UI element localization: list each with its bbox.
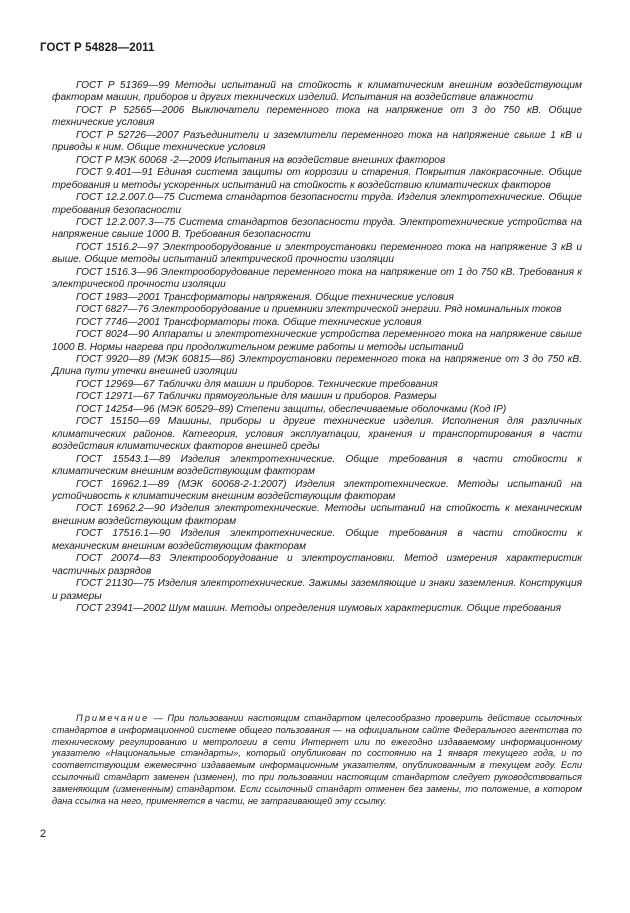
reference-item: ГОСТ Р 51369—99 Методы испытаний на стойкость к климатическим внешним воздействующим факторам машин, приборов и других технических изделий. Испытания на воздействие влажности [52, 80, 582, 104]
note-label: Примечание [76, 713, 150, 723]
note-paragraph [52, 713, 582, 807]
reference-item: ГОСТ 12969—67 Таблички для машин и приборов. Технические требования [76, 378, 438, 390]
reference-item: ГОСТ 16962.2—90 Изделия электротехнические. Методы испытаний на стойкость к механическим внешним воздействующим факторам [52, 503, 582, 527]
note-text: — При пользовании настоящим стандартом целесообразно проверить действие ссылочных стандартов в информационной системе общего пользования — на официальном сайте Федерального агентства по техническому регулированию и метрологии в сети Интернет или по ежегодно издаваемому информационному указателю «Национальные стандарты», который опубликован по состоянию на 1 января текущего года, и по соответствующим ежемесячно издаваемым информационным указателям, опубликованным в текущем году. Если ссылочный стандарт заменен (изменен), то при пользовании настоящим стандартом следует руководствоваться заменяющим (измененным) стандартом. Если ссылочный стандарт отменен без замены, то положение, в котором дана ссылка на него, применяется в части, не затрагивающей эту ссылку. [52, 713, 582, 806]
reference-item: ГОСТ 12.2.007.0—75 Система стандартов безопасности труда. Изделия электротехнические. Общие требования безопасности [52, 192, 582, 216]
normative-references-list [52, 80, 582, 615]
document-header: ГОСТ Р 54828—2011 [40, 42, 155, 54]
reference-item: ГОСТ 20074—83 Электрооборудование и электроустановки. Метод измерения характеристик частичных разрядов [52, 553, 582, 577]
reference-item: ГОСТ Р 52565—2006 Выключатели переменного тока на напряжение от 3 до 750 кВ. Общие технические условия [52, 104, 582, 129]
reference-item: ГОСТ 15543.1—89 Изделия электротехнические. Общие требования в части стойкости к климатическим внешним воздействующим факторам [52, 453, 582, 478]
reference-item: ГОСТ 9920—89 (МЭК 60815—86) Электроустановки переменного тока на напряжение от 3 до 750 кВ. Длина пути утечки внешней изоляции [52, 353, 582, 378]
reference-item: ГОСТ 12.2.007.3—75 Система стандартов безопасности труда. Электротехнические устройства на напряжение свыше 1000 В. Требования безопасности [52, 216, 582, 241]
reference-item: ГОСТ 9.401—91 Единая система защиты от коррозии и старения. Покрытия лакокрасочные. Общие требования и методы ускоренных испытаний на стойкость к воздействию климатических факторов [52, 167, 582, 191]
page-number: 2 [40, 828, 47, 840]
reference-item: ГОСТ 23941—2002 Шум машин. Методы определения шумовых характеристик. Общие требования [76, 603, 562, 615]
reference-item: ГОСТ 12971—67 Таблички прямоугольные для машин и приборов. Размеры [76, 391, 437, 403]
reference-item: ГОСТ 1983—2001 Трансформаторы напряжения. Общие технические условия [76, 291, 454, 303]
reference-item: ГОСТ Р 52726—2007 Разъединители и заземлители переменного тока на напряжение свыше 1 кВ и приводы к ним. Общие технические условия [52, 129, 582, 154]
reference-item: ГОСТ 17516.1—90 Изделия электротехнические. Общие требования в части стойкости к механическим внешним воздействующим факторам [52, 528, 582, 552]
reference-item: ГОСТ 15150—69 Машины, приборы и другие технические изделия. Исполнения для различных климатических районов. Категория, условия эксплуатации, хранения и транспортирования в части воздействия климатических факторов внешней среды [52, 416, 582, 453]
reference-item: ГОСТ 21130—75 Изделия электротехнические. Зажимы заземляющие и знаки заземления. Конструкция и размеры [52, 578, 582, 602]
reference-item: ГОСТ 6827—76 Электрооборудование и приемники электрической энергии. Ряд номинальных токов [76, 304, 562, 316]
reference-item: ГОСТ 1516.2—97 Электрооборудование и электроустановки переменного тока на напряжение 3 кВ и выше. Общие методы испытаний электрической прочности изоляции [52, 241, 582, 266]
reference-item: ГОСТ 8024—90 Аппараты и электротехнические устройства переменного тока на напряжение свыше 1000 В. Нормы нагрева при продолжительном режиме работы и методы испытаний [52, 329, 582, 353]
reference-item: ГОСТ 7746—2001 Трансформаторы тока. Общие технические условия [76, 316, 422, 328]
reference-item: ГОСТ Р МЭК 60068 -2—2009 Испытания на воздействие внешних факторов [76, 154, 446, 166]
reference-item: ГОСТ 16962.1—89 (МЭК 60068-2-1:2007) Изделия электротехнические. Методы испытаний на устойчивость к климатическим внешним воздействующим факторам [52, 478, 582, 502]
note-block [52, 713, 582, 807]
reference-item: ГОСТ 1516.3—96 Электрооборудование переменного тока на напряжение от 1 до 750 кВ. Требования к электрической прочности изоляции [52, 266, 582, 291]
reference-item: ГОСТ 14254—96 (МЭК 60529–89) Степени защиты, обеспечиваемые оболочками (Код IP) [76, 403, 507, 415]
